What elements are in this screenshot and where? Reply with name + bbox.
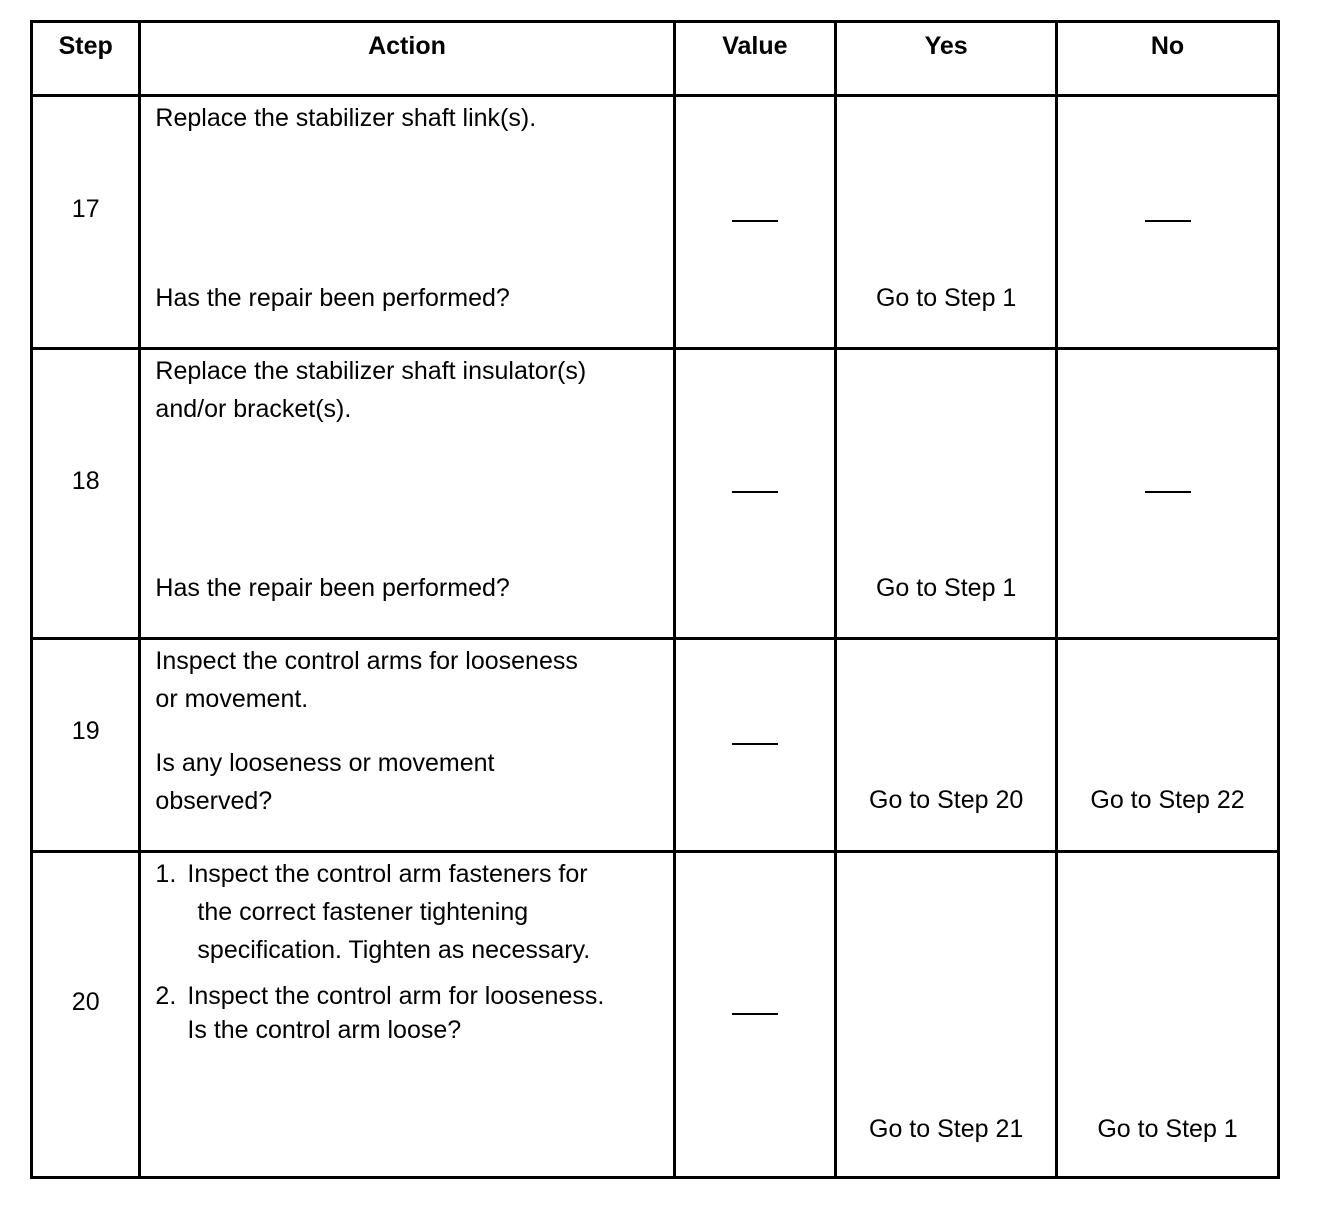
yes-cell xyxy=(836,349,1057,639)
step-number: 20 xyxy=(71,988,100,1016)
value-cell xyxy=(674,852,836,1178)
table-row xyxy=(32,852,1279,1178)
action-question: Is any looseness or movement xyxy=(155,749,495,777)
value-dash xyxy=(732,743,778,745)
action-list-item xyxy=(155,855,662,969)
action-question: Has the repair been performed? xyxy=(155,284,510,312)
action-text: or movement. xyxy=(155,685,309,713)
value-cell xyxy=(674,349,836,639)
no-dash xyxy=(1145,491,1191,493)
value-cell xyxy=(674,96,836,349)
header-step: Step xyxy=(32,22,140,96)
table-row xyxy=(32,96,1279,349)
yes-result: Go to Step 1 xyxy=(875,284,1017,312)
value-dash xyxy=(732,220,778,222)
action-text: Inspect the control arms for looseness xyxy=(155,647,578,675)
item-number: 2. xyxy=(155,982,177,1010)
step-cell xyxy=(32,639,140,852)
no-cell xyxy=(1057,639,1279,852)
step-cell xyxy=(32,96,140,349)
action-question: Has the repair been performed? xyxy=(155,574,510,602)
diagnostic-table xyxy=(30,20,1280,1179)
item-text: Inspect the control arm for looseness. xyxy=(187,982,605,1010)
yes-cell xyxy=(836,852,1057,1178)
no-cell xyxy=(1057,349,1279,639)
value-dash xyxy=(732,491,778,493)
yes-result: Go to Step 20 xyxy=(869,786,1024,814)
step-number: 18 xyxy=(71,467,100,495)
action-cell xyxy=(140,349,674,639)
no-result: Go to Step 22 xyxy=(1090,786,1245,814)
action-question: observed? xyxy=(155,787,273,815)
no-dash xyxy=(1145,220,1191,222)
action-text: Replace the stabilizer shaft link(s). xyxy=(155,104,537,132)
value-dash xyxy=(732,1013,778,1015)
step-cell xyxy=(32,852,140,1178)
header-action: Action xyxy=(140,22,674,96)
step-cell xyxy=(32,349,140,639)
action-text: Replace the stabilizer shaft insulator(s) xyxy=(155,357,587,385)
table-row xyxy=(32,349,1279,639)
header-row xyxy=(32,22,1279,96)
header-yes: Yes xyxy=(836,22,1057,96)
header-value: Value xyxy=(674,22,836,96)
action-list-item xyxy=(155,979,662,1047)
step-number: 17 xyxy=(71,195,100,223)
action-cell xyxy=(140,639,674,852)
item-text: Is the control arm loose? xyxy=(187,1016,462,1044)
header-no: No xyxy=(1057,22,1279,96)
action-text: and/or bracket(s). xyxy=(155,395,352,423)
item-text: Inspect the control arm fasteners for xyxy=(187,860,588,888)
no-cell xyxy=(1057,96,1279,349)
value-cell xyxy=(674,639,836,852)
action-cell xyxy=(140,96,674,349)
step-number: 19 xyxy=(71,717,100,745)
no-cell xyxy=(1057,852,1279,1178)
diagnostic-table-container xyxy=(30,20,1280,1176)
item-text: the correct fastener tightening xyxy=(197,898,529,926)
item-number: 1. xyxy=(155,860,177,888)
yes-result: Go to Step 21 xyxy=(869,1115,1024,1143)
table-row xyxy=(32,639,1279,852)
yes-cell xyxy=(836,96,1057,349)
no-result: Go to Step 1 xyxy=(1097,1115,1238,1143)
item-text: specification. Tighten as necessary. xyxy=(197,936,591,964)
yes-result: Go to Step 1 xyxy=(875,574,1017,602)
action-cell xyxy=(140,852,674,1178)
yes-cell xyxy=(836,639,1057,852)
